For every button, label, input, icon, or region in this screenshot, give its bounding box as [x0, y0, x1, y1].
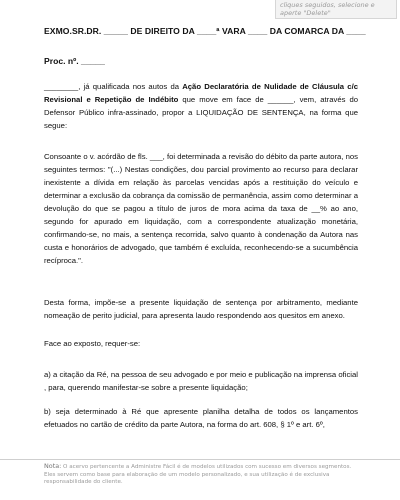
- editing-hint-text: cliques seguidos, selecione e aperte "Delete": [280, 1, 375, 17]
- paragraph-requests-intro: Face ao exposto, requer-se:: [44, 339, 141, 348]
- request-item-a: a) a citação da Ré, na pessoa de seu advogado e por meio e publicação na imprensa oficial , para, querendo manifestar-se sobre a presente liquidação;: [44, 370, 358, 392]
- footer-note: [44, 463, 358, 487]
- footer-divider: [0, 459, 400, 460]
- footer-note-label: Nota:: [44, 462, 62, 470]
- footer-note-text: O acervo pertencente a Administre Fácil é de modelos utilizados com sucesso em diversos segmentos. Eles servem como base para elaboração de um modelo personalizado, e sua utilização é de exclusiva responsabilidade do cliente.: [44, 464, 352, 485]
- editing-hint-box: [275, 0, 397, 19]
- action-title: Ação Declaratória de Nulidade de Cláusula c/c Revisional e Repetição de Indébito: [44, 82, 358, 104]
- request-item-b: b) seja determinado à Ré que apresente planilha detalha de todos os lançamentos efetuados no cartão de crédito da parte Autora, na forma do art. 608, § 1º e art. 6º,: [44, 407, 358, 429]
- paragraph-intro-start: ________, já qualificada nos autos da: [44, 82, 183, 91]
- paragraph-acordao: Consoante o v. acórdão de fls. ___, foi determinada a revisão do débito da parte autora, nos seguintes termos: "(...) Nestas condições, dou parcial provimento ao recurso para declarar inexistente a dívida em relação às parcelas vencidas após a restituição do veículo e determinar a exclusão da cobrança da comissão de permanência, assim como determinar a devolução do que se pagou a título de juros de mora acima da taxa de __% ao ano, segundo for apurado em liquidação, com a correspondente atualização monetária, confirmando-se, no mais, a sentença recorrida, salvo quanto à condenação da Autora nas custa e honorários de advogado, que também é excluída, reconhecendo-se a sucumbência recíproca.".: [44, 152, 358, 265]
- process-number: Proc. nº. _____: [44, 56, 105, 66]
- paragraph-intro-end: que move em face de ______, vem, através do Defensor Público infra-assinado, propor a LIQUIDAÇÃO DE SENTENÇA, na forma que segue:: [44, 95, 358, 130]
- court-header: EXMO.SR.DR. _____ DE DIREITO DA ____ª VARA ____ DA COMARCA DA ____: [44, 26, 366, 36]
- paragraph-intro: [44, 80, 358, 132]
- paragraph-liquidation: Desta forma, impõe-se a presente liquidação de sentença por arbitramento, mediante nomeação de perito judicial, para apresenta laudo respondendo aos quesitos em anexo.: [44, 298, 358, 320]
